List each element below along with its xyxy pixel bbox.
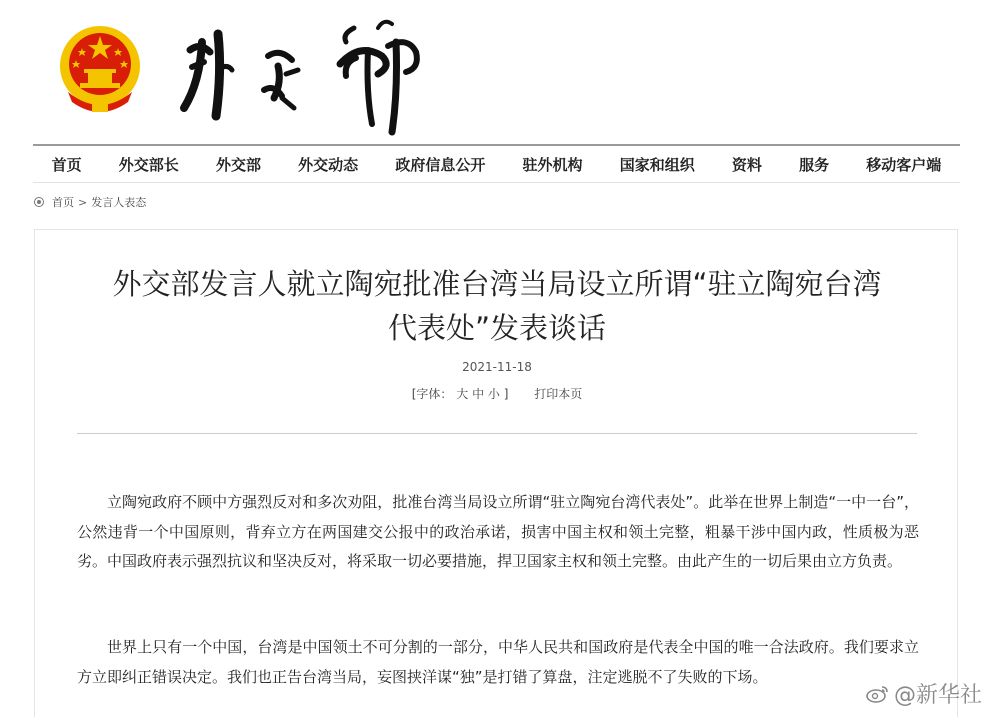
font-small-button[interactable]: 小 xyxy=(487,387,500,401)
weibo-icon xyxy=(866,684,890,704)
nav-item-mobile[interactable]: 移动客户端 xyxy=(866,155,942,174)
font-large-button[interactable]: 大 xyxy=(456,387,469,401)
nav-item-minister[interactable]: 外交部长 xyxy=(118,155,179,174)
nav-item-missions[interactable]: 驻外机构 xyxy=(522,155,583,174)
article-tools xyxy=(35,385,959,402)
article-title xyxy=(75,262,919,350)
nav-item-home[interactable]: 首页 xyxy=(51,155,82,174)
nav-item-ministry[interactable]: 外交部 xyxy=(215,155,261,174)
nav-item-gov-info[interactable]: 政府信息公开 xyxy=(395,155,486,174)
font-size-label: [字体： xyxy=(411,387,453,401)
font-size-close: ] xyxy=(503,387,509,401)
breadcrumb xyxy=(34,194,146,210)
article-divider xyxy=(77,433,917,434)
xinhua-watermark xyxy=(866,678,982,709)
nav-item-resources[interactable]: 资料 xyxy=(731,155,762,174)
article-title-line2: 代表处”发表谈话 xyxy=(387,311,607,345)
site-header xyxy=(0,0,1000,140)
article-date: 2021-11-18 xyxy=(462,360,532,374)
location-icon xyxy=(34,197,44,207)
national-emblem-icon[interactable] xyxy=(58,22,142,114)
nav-item-news[interactable]: 外交动态 xyxy=(298,155,359,174)
article-panel xyxy=(34,229,958,717)
ministry-calligraphy-logo xyxy=(170,12,430,137)
print-button[interactable]: 打印本页 xyxy=(534,387,583,401)
breadcrumb-home[interactable]: 首页 xyxy=(52,196,74,209)
font-medium-button[interactable]: 中 xyxy=(472,387,485,401)
article-title-line1: 外交部发言人就立陶宛批准台湾当局设立所谓“驻立陶宛台湾 xyxy=(112,267,882,301)
article-paragraph-1: 立陶宛政府不顾中方强烈反对和多次劝阻，批准台湾当局设立所谓“驻立陶宛台湾代表处”。此举在世界上制造“一中一台”，公然违背一个中国原则，背弃立方在两国建交公报中的政治承诺，损害中国主权和领土完整，粗暴干涉中国内政，性质极为恶劣。中国政府表示强烈抗议和坚决反对，将采取一切必要措施，捍卫国家主权和领土完整。由此产生的一切后果由立方负责。 xyxy=(77,493,919,570)
breadcrumb-separator: > xyxy=(78,195,88,209)
watermark-text: @新华社 xyxy=(894,683,983,708)
nav-item-countries[interactable]: 国家和组织 xyxy=(619,155,695,174)
article-paragraph-2: 世界上只有一个中国，台湾是中国领土不可分割的一部分，中华人民共和国政府是代表全中国的唯一合法政府。我们要求立方立即纠正错误决定。我们也正告台湾当局，妄图挟洋谋“独”是打错了算盘，注定逃脱不了失败的下场。 xyxy=(77,638,919,686)
main-nav xyxy=(33,146,960,183)
nav-item-services[interactable]: 服务 xyxy=(799,155,830,174)
breadcrumb-current[interactable]: 发言人表态 xyxy=(91,196,147,209)
